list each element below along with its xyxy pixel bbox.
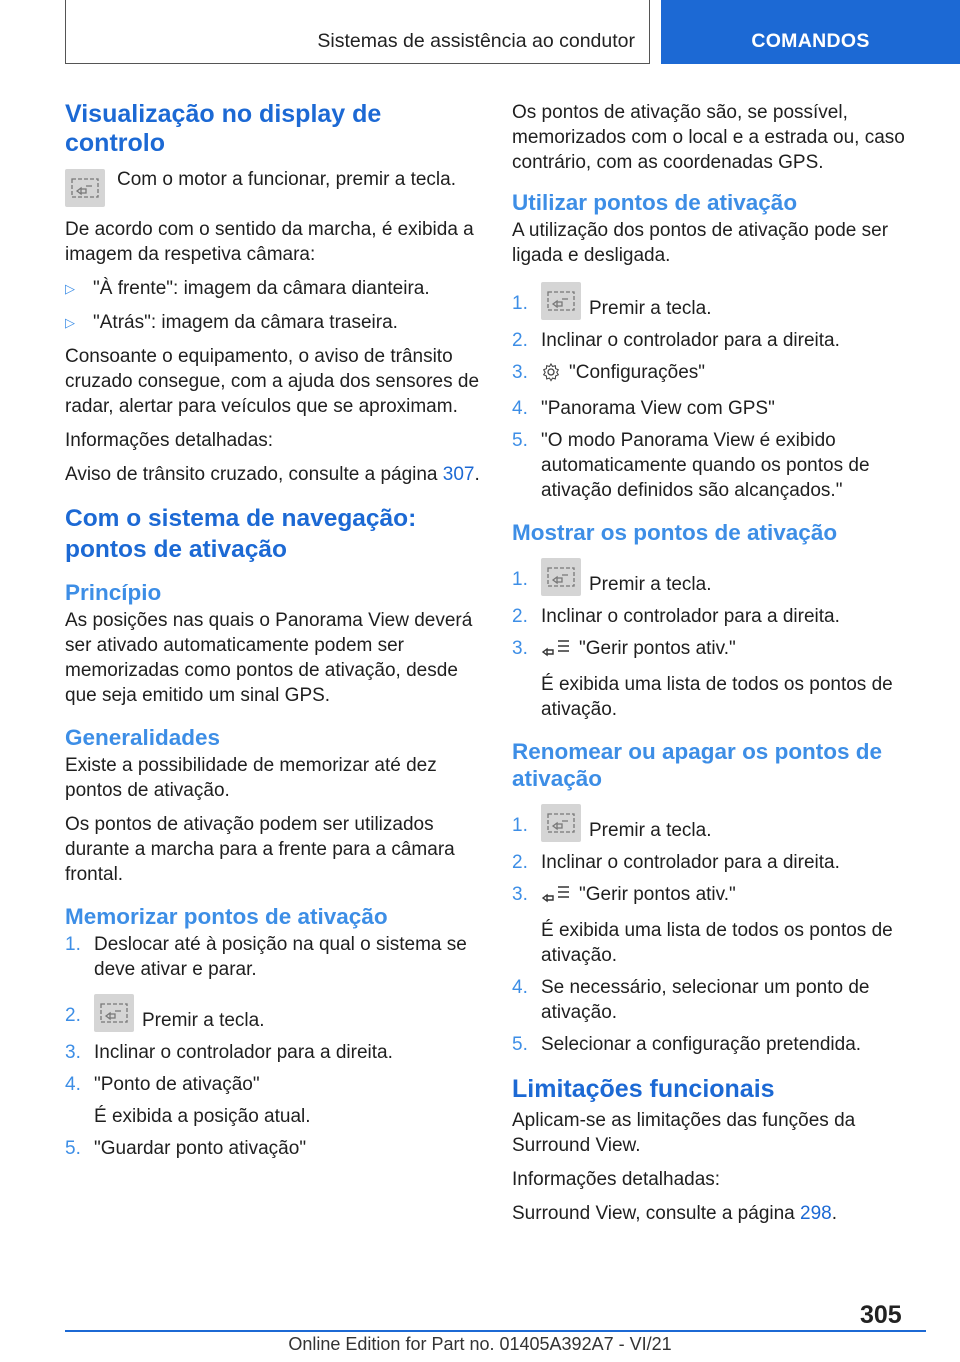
page-link-307[interactable]: 307 [442, 464, 475, 485]
step-item: 1. Premir a tecla. [512, 558, 927, 597]
para-principio: As posições nas quais o Panorama View deverá ser ativado automaticamente podem ser memorizadas como pontos de ativação, desde que seja emitido um sinal GPS. [65, 610, 473, 706]
step-item: 2. Inclinar o controlador para a direita. [512, 852, 840, 873]
step-item: 2. Inclinar o controlador para a direita. [512, 330, 840, 351]
heading-principio: Princípio [65, 580, 162, 605]
page-number: 305 [860, 1301, 902, 1329]
bullet-item: ▷ "Atrás": imagem da câmara traseira. [65, 312, 398, 333]
step-item: 3. "Configurações" [512, 360, 927, 389]
camera-key-icon [541, 282, 581, 320]
activation-points-list-icon [541, 884, 571, 911]
para-marcha: De acordo com o sentido da marcha, é exibida a imagem da respetiva câmara: [65, 219, 474, 265]
step-item: 3. Inclinar o controlador para a direita. [65, 1042, 393, 1063]
right-column [512, 100, 927, 1235]
camera-key-icon [94, 994, 134, 1032]
step-item: 2. Premir a tecla. [65, 994, 483, 1033]
step-item: 5. "Guardar ponto ativação" [65, 1138, 307, 1159]
para-generalidades-2: Os pontos de ativação podem ser utilizados durante a marcha para a frente para a câmara frontal. [65, 814, 455, 885]
step-item: 5. Selecionar a configuração pretendida. [512, 1034, 862, 1055]
heading-mostrar: Mostrar os pontos de ativação [512, 520, 838, 545]
page-link-298[interactable]: 298 [800, 1203, 832, 1224]
step-item: 1. Premir a tecla. [512, 282, 927, 321]
left-column [65, 100, 483, 1168]
camera-key-icon [541, 804, 581, 842]
heading-memorizar: Memorizar pontos de ativação [65, 904, 388, 929]
heading-generalidades: Generalidades [65, 725, 221, 750]
step-item: 4. Se necessário, selecionar um ponto de ativação. [512, 977, 870, 1023]
para-equipamento: Consoante o equipamento, o aviso de trânsito cruzado consegue, com a ajuda dos sensores de radar, alertar para veículos que se aproximam. [65, 346, 480, 417]
footer-divider [861, 1330, 926, 1332]
triangle-bullet-icon: ▷ [65, 315, 75, 330]
para-info: Informações detalhadas: [65, 430, 274, 451]
bullet-item: ▷ "À frente": imagem da câmara dianteira. [65, 278, 430, 299]
section-title: Sistemas de assistência ao condutor [317, 30, 635, 52]
para-utilizar: A utilização dos pontos de ativação pode ser ligada e desligada. [512, 220, 889, 266]
para-info-right: Informações detalhadas: [512, 1169, 721, 1190]
para-limitacoes: Aplicam-se as limitações das funções da Surround View. [512, 1110, 856, 1156]
heading-navegacao: Com o sistema de navegação: pontos de ativação [65, 505, 417, 563]
step-item: 1. Premir a tecla. [512, 804, 927, 843]
step-item: 3. "Gerir pontos ativ." É exibida uma lista de todos os pontos de ativação. [512, 638, 893, 720]
chapter-title: COMANDOS [751, 30, 870, 52]
para-aviso: Aviso de trânsito cruzado, consulte a página 307. [65, 464, 480, 485]
para-motor [65, 167, 483, 207]
para-motor-text: Com o motor a funcionar, premir a tecla. [117, 169, 456, 190]
heading-display: Visualização no display de controlo [65, 100, 382, 157]
triangle-bullet-icon: ▷ [65, 281, 75, 296]
step-item: 5. "O modo Panorama View é exibido automaticamente quando os pontos de ativação definidos são alcançados." [512, 430, 870, 501]
footer-edition: Online Edition for Part no. 01405A392A7 - VI/21 [288, 1334, 672, 1354]
camera-key-icon [541, 558, 581, 596]
gear-icon [541, 362, 561, 389]
footer-divider [65, 1330, 861, 1332]
header-chapter-tab[interactable] [661, 0, 960, 64]
para-surround: Surround View, consulte a página 298. [512, 1203, 837, 1224]
header-section-box [65, 0, 650, 64]
activation-points-list-icon [541, 638, 571, 665]
para-generalidades-1: Existe a possibilidade de memorizar até dez pontos de ativação. [65, 755, 437, 801]
heading-renomear: Renomear ou apagar os pontos de ativação [512, 739, 883, 791]
step-item: 3. "Gerir pontos ativ." É exibida uma lista de todos os pontos de ativação. [512, 884, 893, 966]
step-item: 4. "Panorama View com GPS" [512, 398, 775, 419]
camera-key-icon [65, 169, 105, 207]
heading-utilizar: Utilizar pontos de ativação [512, 190, 798, 215]
para-memorizacao: Os pontos de ativação são, se possível, memorizados com o local e a estrada ou, caso contrário, com as coordenadas GPS. [512, 102, 905, 173]
step-item: 4. "Ponto de ativação" É exibida a posição atual. [65, 1074, 311, 1127]
step-item: 1. Deslocar até à posição na qual o sistema se deve ativar e parar. [65, 934, 467, 980]
heading-limitacoes: Limitações funcionais [512, 1075, 775, 1103]
step-item: 2. Inclinar o controlador para a direita. [512, 606, 840, 627]
